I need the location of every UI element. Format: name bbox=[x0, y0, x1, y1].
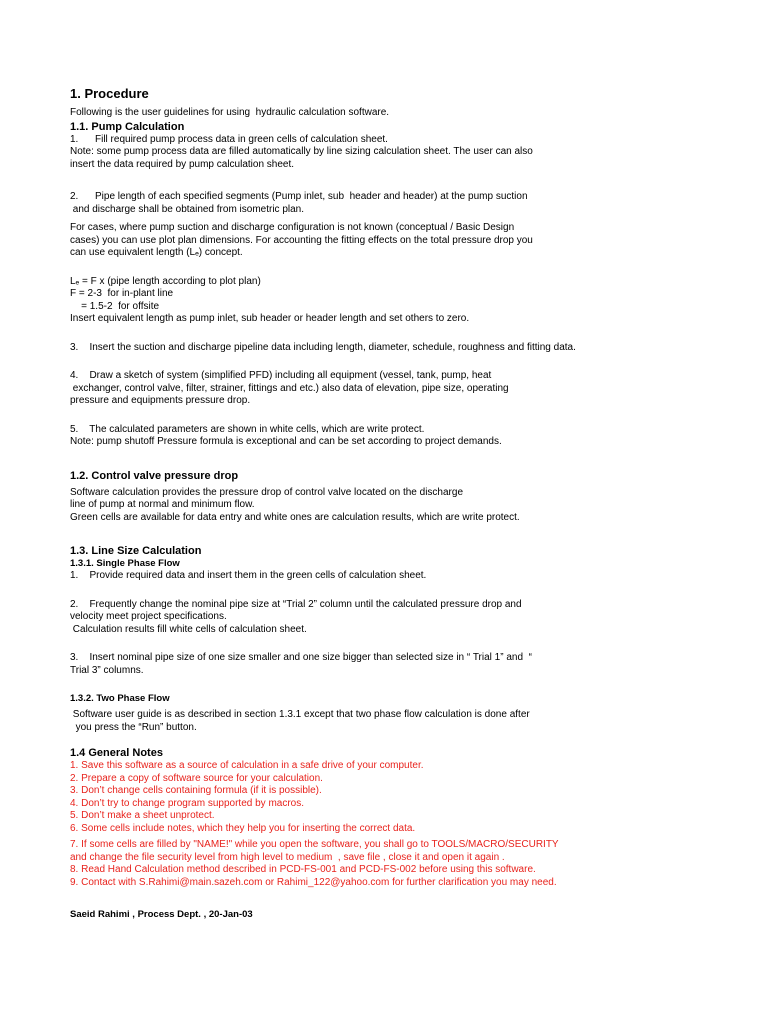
note-5: 5. Don’t make a sheet unprotect. bbox=[70, 810, 215, 821]
single-item-3b: Trial 3” columns. bbox=[70, 664, 144, 676]
procedure-title: 1. Procedure bbox=[70, 86, 149, 101]
general-notes-heading: 1.4 General Notes bbox=[70, 747, 163, 759]
single-item-2b: velocity meet project specifications. bbox=[70, 611, 227, 622]
valve-line-1: Software calculation provides the pressure drop of control valve located on the discharge bbox=[70, 486, 464, 498]
valve-line-3: Green cells are available for data entry and white ones are calculation results, which are write protect. bbox=[70, 511, 520, 523]
single-item-2c: Calculation results fill white cells of calculation sheet. bbox=[70, 623, 307, 635]
single-phase-heading: 1.3.1. Single Phase Flow bbox=[70, 558, 180, 569]
pump-item-4c: pressure and equipments pressure drop. bbox=[70, 395, 251, 406]
document-page bbox=[70, 86, 670, 922]
control-valve-heading: 1.2. Control valve pressure drop bbox=[70, 469, 239, 482]
pump-item-1: 1. Fill required pump process data in green cells of calculation sheet. bbox=[70, 133, 388, 145]
two-phase-line-2: you press the “Run” button. bbox=[70, 721, 197, 733]
two-phase-line-1: Software user guide is as described in section 1.3.1 except that two phase flow calculation is done after bbox=[70, 709, 530, 720]
pump-cases-c: can use equivalent length (Lₑ) concept. bbox=[70, 247, 243, 258]
note-1: 1. Save this software as a source of calculation in a safe drive of your computer. bbox=[70, 760, 424, 771]
note-9: 9. Contact with S.Rahimi@main.sazeh.com or Rahimi_122@yahoo.com for further clarification you may need. bbox=[70, 876, 557, 888]
pump-note-1a: Note: some pump process data are filled automatically by line sizing calculation sheet. The user can also bbox=[70, 146, 533, 157]
signature: Saeid Rahimi , Process Dept. , 20-Jan-03 bbox=[70, 909, 253, 920]
general-notes-list bbox=[70, 760, 670, 889]
single-item-2a: 2. Frequently change the nominal pipe size at “Trial 2” column until the calculated pressure drop and bbox=[70, 598, 522, 610]
note-3: 3. Don’t change cells containing formula (if it is possible). bbox=[70, 785, 322, 796]
pump-item-4b: exchanger, control valve, filter, strainer, fittings and etc.) also data of elevation, pipe size, operating bbox=[70, 382, 509, 394]
pump-cases-a: For cases, where pump suction and discharge configuration is not known (conceptual / Basic Design bbox=[70, 222, 515, 233]
equivalent-length-formula: Lₑ = F x (pipe length according to plot plan) bbox=[70, 275, 261, 287]
pump-item-5: 5. The calculated parameters are shown in white cells, which are write protect. bbox=[70, 423, 425, 435]
note-7b: and change the file security level from high level to medium , save file , close it and open it again . bbox=[70, 851, 505, 863]
factor-offsite: = 1.5-2 for offsite bbox=[70, 300, 160, 312]
pump-item-4a: 4. Draw a sketch of system (simplified PFD) including all equipment (vessel, tank, pump, heat bbox=[70, 370, 492, 381]
pump-cases-b: cases) you can use plot plan dimensions. For accounting the fitting effects on the total pressure drop you bbox=[70, 234, 533, 246]
pump-item-2a: 2. Pipe length of each specified segments (Pump inlet, sub header and header) at the pump suction bbox=[70, 191, 528, 202]
pump-item-3: 3. Insert the suction and discharge pipeline data including length, diameter, schedule, roughness and fitting data. bbox=[70, 341, 576, 353]
valve-line-2: line of pump at normal and minimum flow. bbox=[70, 499, 255, 510]
note-2: 2. Prepare a copy of software source for your calculation. bbox=[70, 772, 323, 784]
single-item-3a: 3. Insert nominal pipe size of one size smaller and one size bigger than selected size in “ Trial 1” and “ bbox=[70, 652, 532, 663]
pump-note-1b: insert the data required by pump calculation sheet. bbox=[70, 158, 295, 170]
note-4: 4. Don’t try to change program supported by macros. bbox=[70, 797, 305, 809]
factor-in-plant: F = 2-3 for in-plant line bbox=[70, 288, 174, 299]
note-8: 8. Read Hand Calculation method described in PCD-FS-001 and PCD-FS-002 before using this software. bbox=[70, 864, 536, 875]
single-item-1: 1. Provide required data and insert them in the green cells of calculation sheet. bbox=[70, 570, 427, 581]
note-6: 6. Some cells include notes, which they help you for inserting the correct data. bbox=[70, 822, 416, 834]
pump-note-5: Note: pump shutoff Pressure formula is exceptional and can be set according to project demands. bbox=[70, 436, 502, 447]
line-size-heading: 1.3. Line Size Calculation bbox=[70, 545, 202, 557]
pump-calculation-heading: 1.1. Pump Calculation bbox=[70, 120, 185, 133]
two-phase-heading: 1.3.2. Two Phase Flow bbox=[70, 693, 170, 704]
intro-text: Following is the user guidelines for using hydraulic calculation software. bbox=[70, 107, 390, 118]
insert-equivalent-length: Insert equivalent length as pump inlet, sub header or header length and set others to zero. bbox=[70, 313, 470, 324]
note-7a: 7. If some cells are filled by "NAME!" while you open the software, you shall go to TOOLS/MACRO/SECURITY bbox=[70, 839, 559, 850]
pump-item-2b: and discharge shall be obtained from isometric plan. bbox=[70, 203, 305, 215]
